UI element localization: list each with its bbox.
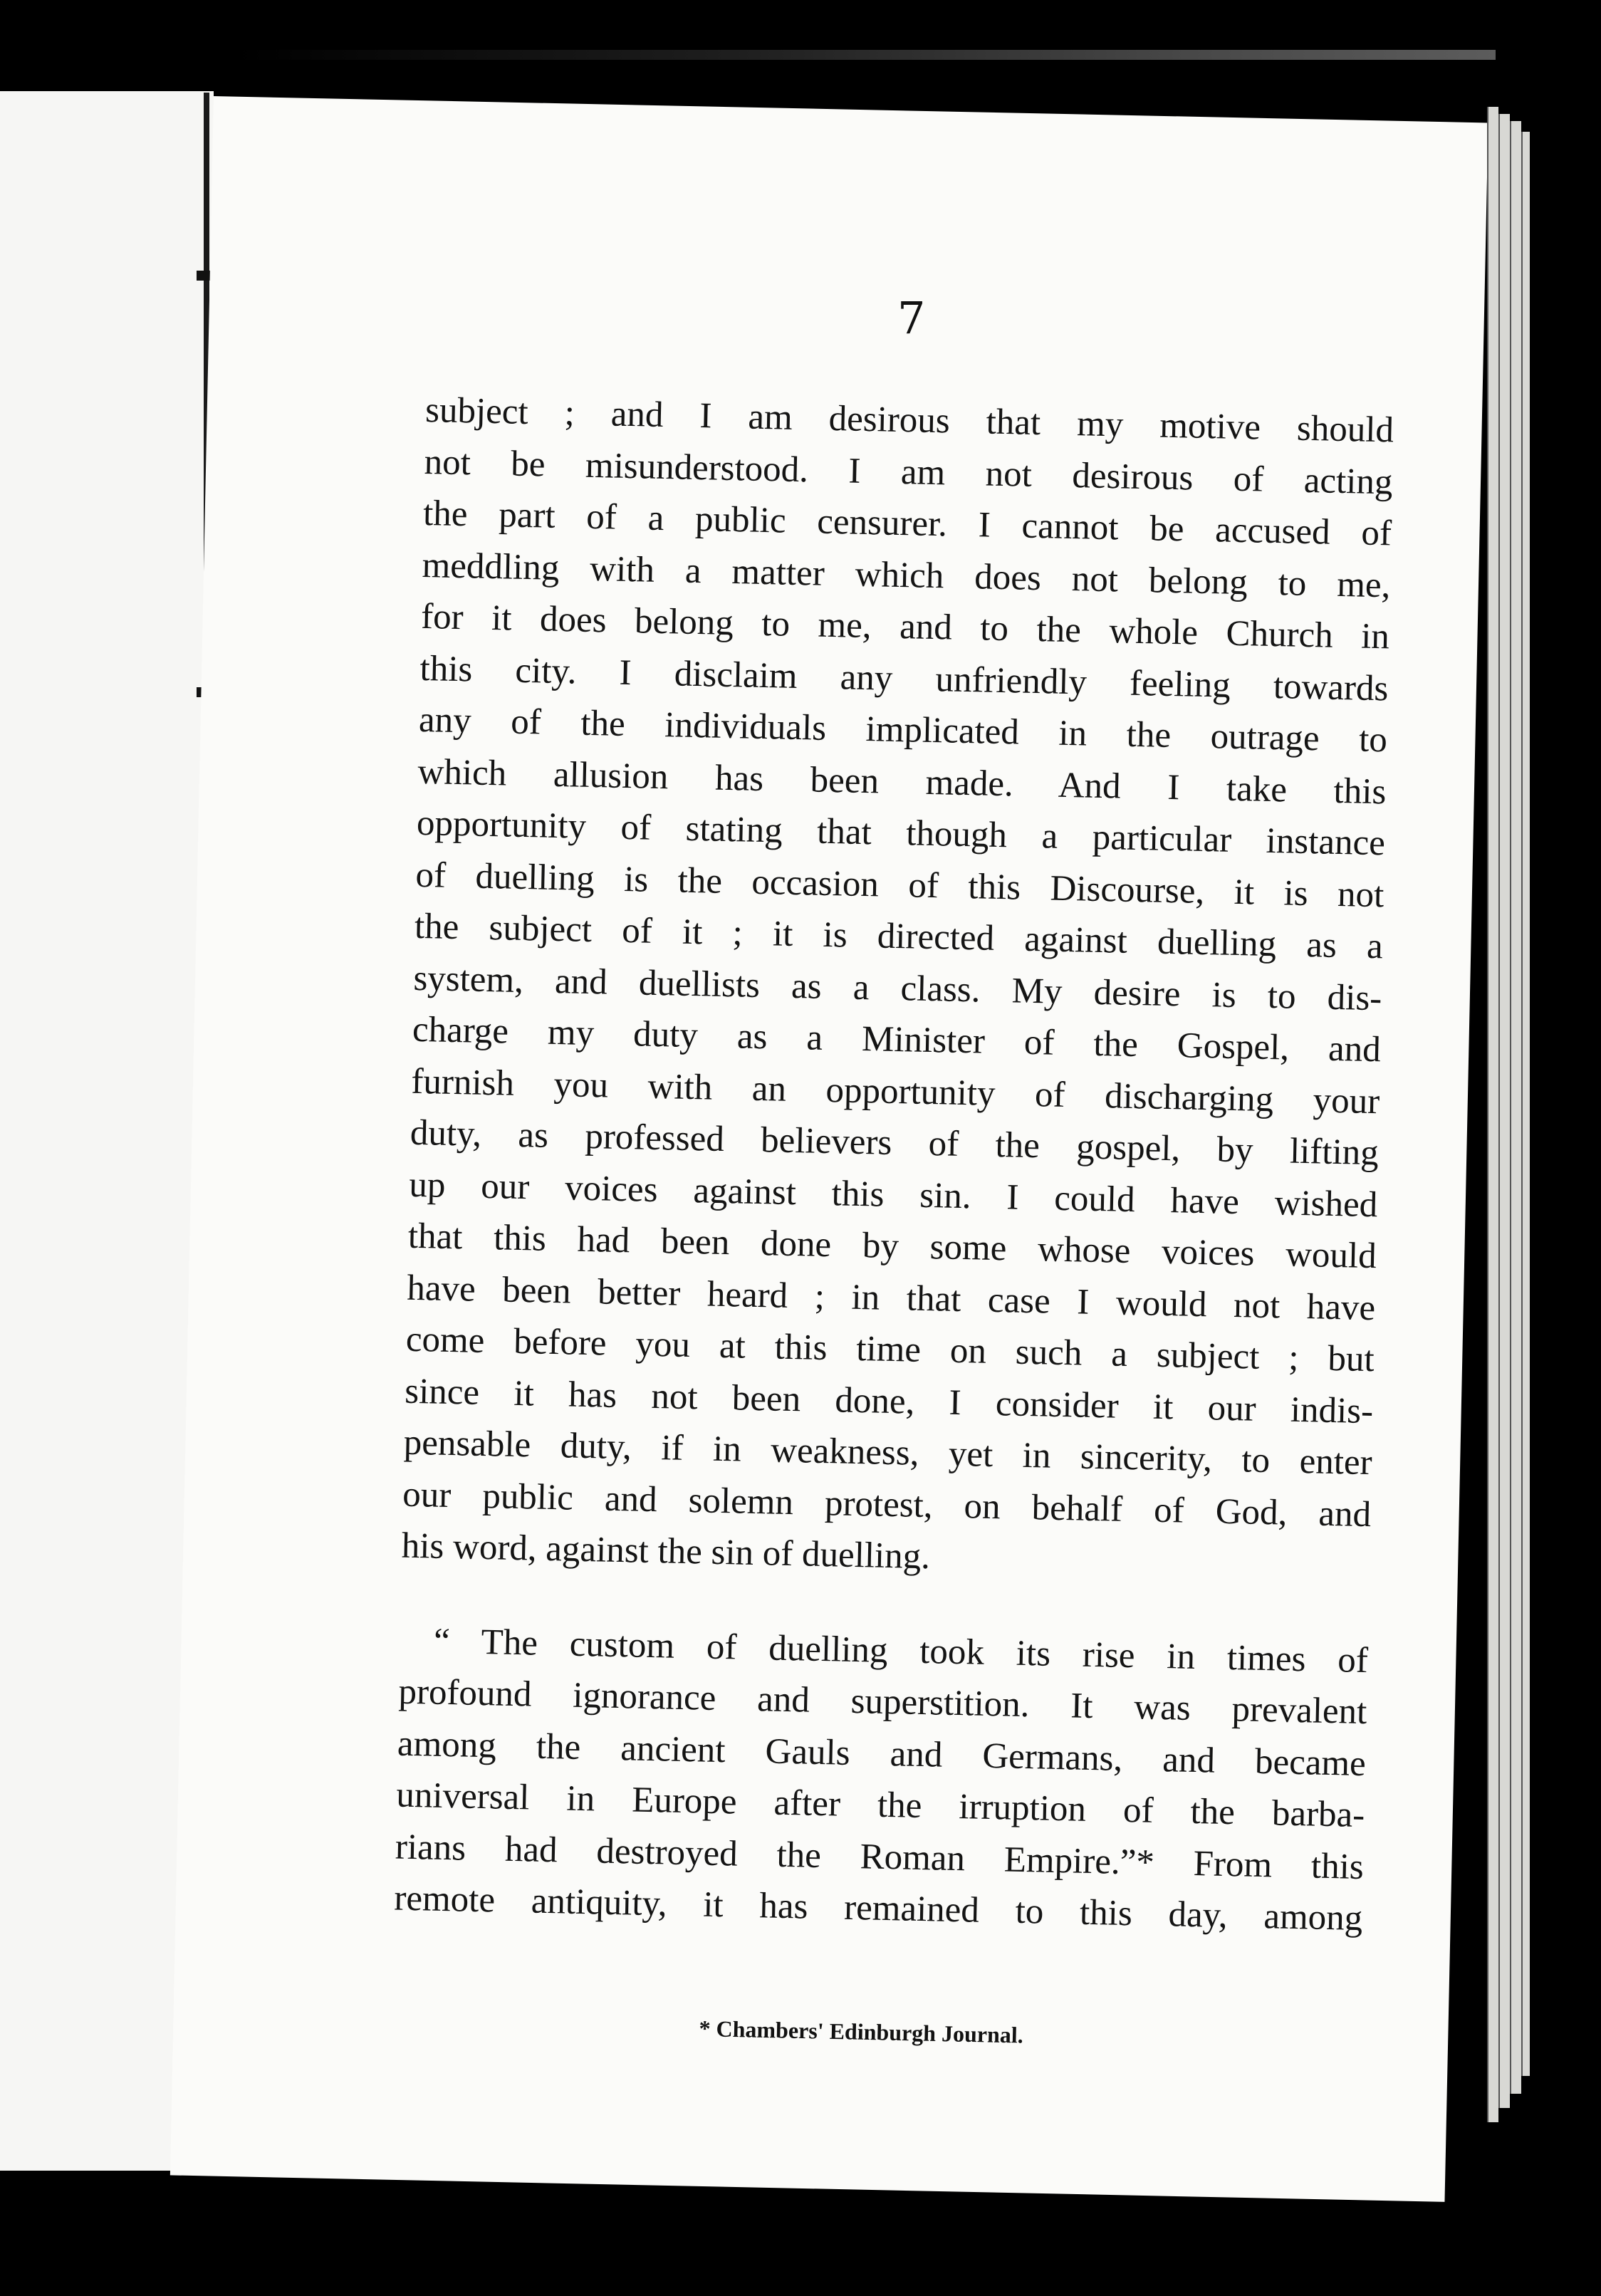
- text-line: duty, as professed believers of the gospel, by lifting: [410, 1112, 1380, 1174]
- body-text: [394, 385, 1394, 1945]
- text-line: of duelling is the occasion of this Discourse, it is not: [414, 855, 1384, 915]
- text-line: have been better heard ; in that case I would not have: [406, 1268, 1376, 1328]
- page-edge: [1487, 107, 1498, 2122]
- text-line: our public and solemn protest, on behalf of God, and: [402, 1474, 1372, 1535]
- text-line: subject ; and I am desirous that my motive should: [424, 390, 1394, 451]
- text-line: universal in Europe after the irruption of the barba-: [395, 1775, 1365, 1836]
- text-line: rians had destroyed the Roman Empire.”* From this: [395, 1827, 1365, 1887]
- text-line: the subject of it ; it is directed against duelling as a: [414, 906, 1384, 967]
- page-edge: [1498, 114, 1510, 2108]
- text-line: meddling with a matter which does not belong to me,: [422, 545, 1391, 605]
- page-number: 7: [897, 292, 926, 344]
- text-line: charge my duty as a Minister of the Gospel, and: [412, 1009, 1382, 1070]
- page-stack-top-edge: [235, 50, 1496, 60]
- text-line: remote antiquity, it has remained to this day, among: [393, 1878, 1363, 1939]
- text-line: the part of a public censurer. I cannot be accused of: [422, 493, 1392, 554]
- scan-speck: [1379, 28, 1381, 38]
- text-line: “ The custom of duelling took its rise in times of: [433, 1621, 1369, 1681]
- text-line: come before you at this time on such a subject ; but: [405, 1319, 1375, 1380]
- text-line: for it does belong to me, and to the whole Church in: [420, 596, 1390, 657]
- scan-speck: [761, 2265, 764, 2280]
- scan-speck: [818, 2272, 820, 2285]
- page-edge: [1521, 132, 1530, 2076]
- text-line: up our voices against this sin. I could have wished: [408, 1164, 1378, 1225]
- page-edge: [1510, 121, 1521, 2094]
- text-line: profound ignorance and superstition. It was prevalent: [397, 1671, 1367, 1733]
- text-line: any of the individuals implicated in the outrage to: [418, 699, 1388, 761]
- text-line: among the ancient Gauls and Germans, and became: [397, 1723, 1367, 1784]
- text-line: furnish you with an opportunity of discharging your: [410, 1061, 1380, 1122]
- text-line: this city. I disclaim any unfriendly feeling towards: [419, 648, 1389, 709]
- text-line: opportunity of stating that though a particular instance: [416, 803, 1386, 864]
- text-line: which allusion has been made. And I take this: [417, 751, 1387, 812]
- text-line: that this had been done by some whose voices would: [407, 1216, 1377, 1277]
- text-line: system, and duellists as a class. My desire is to dis-: [412, 958, 1382, 1018]
- text-line: since it has not been done, I consider it our indis-: [404, 1371, 1374, 1431]
- text-line: his word, against the sin of duelling.: [401, 1525, 931, 1577]
- footnote: * Chambers' Edinburgh Journal.: [699, 2015, 1024, 2048]
- text-line: not be misunderstood. I am not desirous of acting: [424, 442, 1394, 502]
- text-line: pensable duty, if in weakness, yet in sincerity, to enter: [403, 1422, 1373, 1483]
